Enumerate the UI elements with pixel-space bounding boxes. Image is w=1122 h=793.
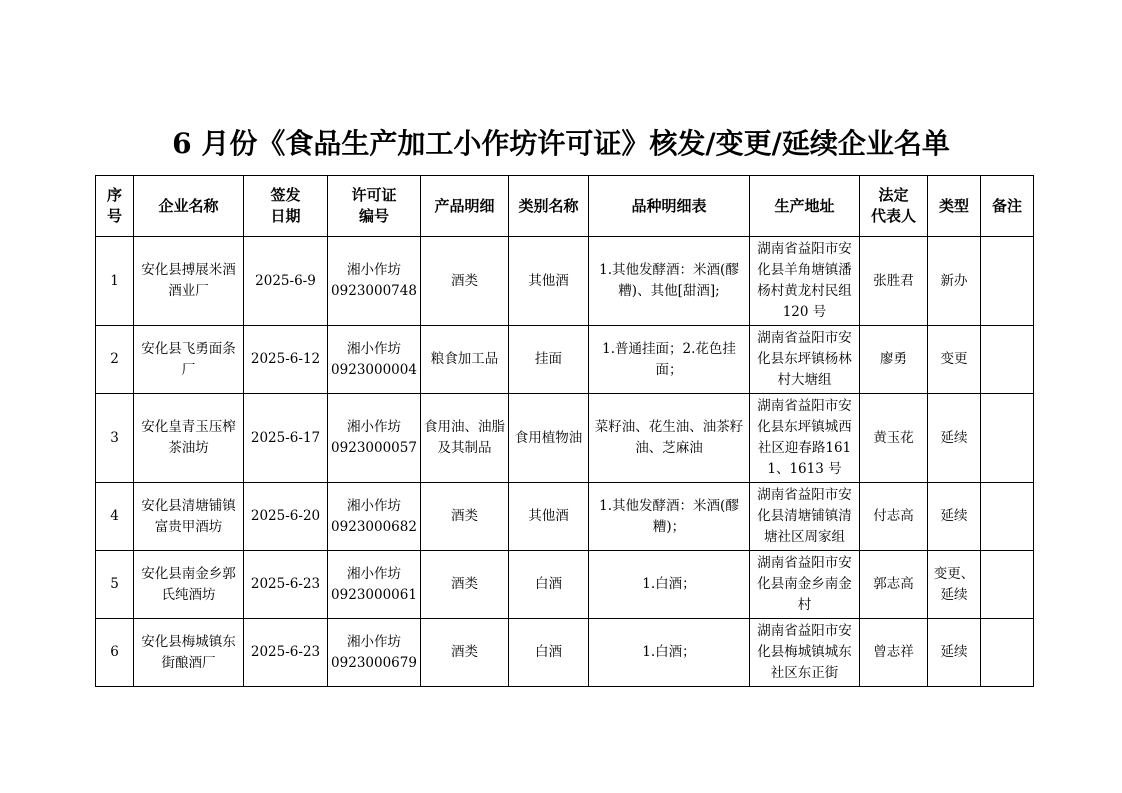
header-seq-line: 序 — [106, 186, 122, 204]
table-row — [96, 619, 1034, 687]
cell-company: 安化县清塘铺镇富贵甲酒坊 — [134, 483, 244, 551]
table-row — [96, 551, 1034, 619]
cell-license — [328, 326, 421, 394]
cell-type: 变更 — [928, 326, 981, 394]
cell-variety: 菜籽油、花生油、油茶籽油、芝麻油 — [589, 394, 750, 483]
cell-remark — [981, 237, 1034, 326]
header-license — [328, 176, 421, 237]
header-category: 类别名称 — [509, 176, 589, 237]
cell-date: 2025-6-23 — [244, 619, 328, 687]
license-prefix: 湘小作坊 — [347, 497, 401, 514]
cell-company: 安化皇青玉压榨茶油坊 — [134, 394, 244, 483]
header-seq-line: 号 — [106, 207, 122, 225]
table-row — [96, 394, 1034, 483]
cell-company: 安化县搏展米酒酒业厂 — [134, 237, 244, 326]
cell-variety: 1.普通挂面；2.花色挂面； — [589, 326, 750, 394]
cell-company: 安化县梅城镇东街酿酒厂 — [134, 619, 244, 687]
cell-variety: 1.白酒； — [589, 619, 750, 687]
cell-product: 酒类 — [421, 483, 509, 551]
cell-license — [328, 394, 421, 483]
cell-variety: 1.其他发酵酒：米酒(醪糟)； — [589, 483, 750, 551]
cell-category: 其他酒 — [509, 483, 589, 551]
cell-product: 酒类 — [421, 237, 509, 326]
cell-address: 湖南省益阳市安化县南金乡南金村 — [750, 551, 860, 619]
cell-variety: 1.白酒； — [589, 551, 750, 619]
cell-legal: 付志高 — [860, 483, 928, 551]
cell-seq: 5 — [96, 551, 134, 619]
license-number: 0923000748 — [331, 283, 417, 299]
cell-seq: 2 — [96, 326, 134, 394]
header-type: 类型 — [928, 176, 981, 237]
cell-license — [328, 551, 421, 619]
cell-address: 湖南省益阳市安化县梅城镇城东社区东正街 — [750, 619, 860, 687]
license-prefix: 湘小作坊 — [347, 340, 401, 357]
cell-product: 食用油、油脂及其制品 — [421, 394, 509, 483]
table-row — [96, 326, 1034, 394]
cell-date: 2025-6-20 — [244, 483, 328, 551]
cell-variety: 1.其他发酵酒：米酒(醪糟)、其他[甜酒]; — [589, 237, 750, 326]
header-product: 产品明细 — [421, 176, 509, 237]
cell-remark — [981, 394, 1034, 483]
table-row — [96, 237, 1034, 326]
cell-remark — [981, 619, 1034, 687]
table-header-row — [96, 176, 1034, 237]
cell-seq: 6 — [96, 619, 134, 687]
cell-license — [328, 237, 421, 326]
header-date-line: 日期 — [270, 207, 301, 225]
cell-legal: 廖勇 — [860, 326, 928, 394]
cell-type: 变更、延续 — [928, 551, 981, 619]
header-license-line: 编号 — [358, 207, 389, 225]
cell-date: 2025-6-23 — [244, 551, 328, 619]
header-legal-line: 代表人 — [870, 207, 916, 225]
cell-seq: 4 — [96, 483, 134, 551]
cell-address: 湖南省益阳市安化县东坪镇杨林村大塘组 — [750, 326, 860, 394]
cell-legal: 张胜君 — [860, 237, 928, 326]
header-address: 生产地址 — [750, 176, 860, 237]
license-prefix: 湘小作坊 — [347, 565, 401, 582]
cell-company: 安化县飞勇面条厂 — [134, 326, 244, 394]
header-license-line: 许可证 — [351, 186, 397, 204]
header-legal-line: 法定 — [878, 186, 909, 204]
license-number: 0923000679 — [331, 654, 417, 671]
cell-type: 延续 — [928, 394, 981, 483]
cell-date: 2025-6-9 — [244, 237, 328, 326]
license-number: 0923000682 — [331, 518, 417, 535]
cell-product: 酒类 — [421, 551, 509, 619]
cell-date: 2025-6-12 — [244, 326, 328, 394]
enterprise-table — [95, 175, 1034, 687]
document-title: 6 月份《食品生产加工小作坊许可证》核发/变更/延续企业名单 — [172, 127, 950, 160]
license-number: 0923000061 — [331, 586, 417, 603]
cell-category: 其他酒 — [509, 237, 589, 326]
cell-license — [328, 619, 421, 687]
cell-product: 酒类 — [421, 619, 509, 687]
cell-seq: 1 — [96, 237, 134, 326]
header-remark: 备注 — [981, 176, 1034, 237]
cell-remark — [981, 551, 1034, 619]
license-number: 0923000004 — [331, 361, 417, 378]
cell-type: 新办 — [928, 237, 981, 326]
cell-license — [328, 483, 421, 551]
header-legal — [860, 176, 928, 237]
header-date — [244, 176, 328, 237]
cell-remark — [981, 326, 1034, 394]
license-prefix: 湘小作坊 — [347, 419, 401, 435]
cell-product: 粮食加工品 — [421, 326, 509, 394]
cell-seq: 3 — [96, 394, 134, 483]
cell-address: 湖南省益阳市安化县清塘铺镇清塘社区周家组 — [750, 483, 860, 551]
cell-legal: 黄玉花 — [860, 394, 928, 483]
cell-legal: 曾志祥 — [860, 619, 928, 687]
header-variety: 品种明细表 — [589, 176, 750, 237]
header-date-line: 签发 — [270, 186, 301, 204]
license-prefix: 湘小作坊 — [347, 262, 401, 278]
cell-type: 延续 — [928, 619, 981, 687]
cell-company: 安化县南金乡郭氏纯酒坊 — [134, 551, 244, 619]
cell-type: 延续 — [928, 483, 981, 551]
cell-category: 白酒 — [509, 551, 589, 619]
license-number: 0923000057 — [331, 440, 417, 456]
license-prefix: 湘小作坊 — [347, 633, 401, 650]
cell-date: 2025-6-17 — [244, 394, 328, 483]
cell-address: 湖南省益阳市安化县羊角塘镇潘杨村黄龙村民组120 号 — [750, 237, 860, 326]
cell-category: 挂面 — [509, 326, 589, 394]
cell-category: 食用植物油 — [509, 394, 589, 483]
cell-category: 白酒 — [509, 619, 589, 687]
header-company: 企业名称 — [134, 176, 244, 237]
header-seq — [96, 176, 134, 237]
cell-legal: 郭志高 — [860, 551, 928, 619]
cell-address: 湖南省益阳市安化县东坪镇城西社区迎春路1611、1613 号 — [750, 394, 860, 483]
table-row — [96, 483, 1034, 551]
cell-remark — [981, 483, 1034, 551]
